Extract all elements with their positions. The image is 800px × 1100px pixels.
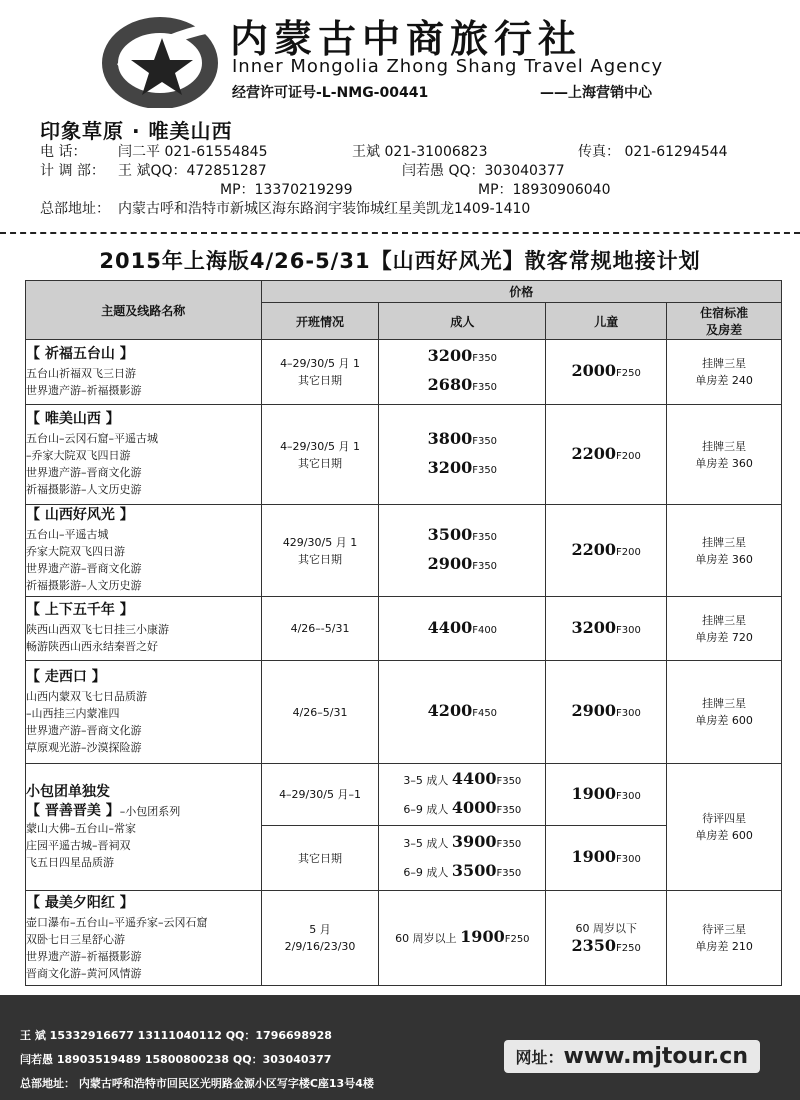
- child-price-cell: 2200F200: [546, 505, 667, 597]
- table-row: [26, 340, 782, 405]
- website-link[interactable]: 网址：www.mjtour.cn: [504, 1040, 760, 1073]
- mp-1: MP：13370219299: [220, 182, 353, 198]
- mp-row: [40, 181, 780, 200]
- schedule-cell: 4/26–-5/31: [261, 597, 379, 661]
- qq-row: [40, 162, 780, 181]
- star-swoosh-logo-icon: [100, 8, 220, 108]
- child-price-cell: 2200F200: [546, 405, 667, 505]
- hotel-cell: 挂牌三星 单房差 360: [667, 505, 782, 597]
- footer-contact-2: 闫若愚 18903519489 15800800238 QQ：303040377: [20, 1053, 332, 1066]
- header-hotel: 住宿标准 及房差: [667, 303, 782, 340]
- route-cell: 【 最美夕阳红 】 壶口瀑布–五台山–平遥乔家–云冈石窟 双卧七日三星舒心游 世界遗产游–祈福摄影游 晋商文化游–黄河风情游: [26, 891, 262, 986]
- header-route: 主题及线路名称: [26, 281, 262, 340]
- hq-row: [40, 200, 780, 219]
- hotel-cell: 挂牌三星 单房差 600: [667, 661, 782, 764]
- hotel-cell: 待评三星 单房差 210: [667, 891, 782, 986]
- child-price-cell: 1900F300: [546, 826, 667, 891]
- adult-price-cell: 4200F450: [379, 661, 546, 764]
- adult-price-cell: 3200F350 2680F350: [379, 340, 546, 405]
- hotel-cell: 挂牌三星 单房差 720: [667, 597, 782, 661]
- phone-label: 电 话：: [40, 144, 87, 160]
- table-header-row: [26, 281, 782, 303]
- slogan: 印象草原 · 唯美山西: [40, 119, 233, 143]
- child-price-cell: 2000F250: [546, 340, 667, 405]
- adult-price-cell: 3–5 成人 4400F350 6–9 成人 4000F350: [379, 764, 546, 826]
- qq-1: 王 斌QQ：472851287: [118, 163, 267, 179]
- child-price-cell: 2900F300: [546, 661, 667, 764]
- header-child: 儿童: [546, 303, 667, 340]
- phone-row: [40, 143, 780, 162]
- footer-contact-1: 王 斌 15332916677 13111040112 QQ：1796698928: [20, 1029, 332, 1042]
- child-price-cell: 60 周岁以下 2350F250: [546, 891, 667, 986]
- child-price-cell: 1900F300: [546, 764, 667, 826]
- license-number: 经营许可证号-L-NMG-00441: [232, 85, 429, 101]
- schedule-cell: 5 月 2/9/16/23/30: [261, 891, 379, 986]
- table-row: [26, 405, 782, 505]
- agency-name-cn: 内蒙古中商旅行社: [230, 16, 583, 61]
- plan-title: 2015年上海版4/26-5/31【山西好风光】散客常规地接计划: [99, 249, 701, 273]
- adult-price-cell: 3800F350 3200F350: [379, 405, 546, 505]
- branch-name: ——上海营销中心: [540, 85, 652, 101]
- schedule-cell: 4/26–5/31: [261, 661, 379, 764]
- child-price-cell: 3200F300: [546, 597, 667, 661]
- phone-1: 闫二平 021-61554845: [118, 144, 268, 160]
- adult-price-cell: 60 周岁以上 1900F250: [379, 891, 546, 986]
- adult-price-cell: 3500F350 2900F350: [379, 505, 546, 597]
- tour-plan-table: [25, 280, 782, 986]
- table-row: [26, 891, 782, 986]
- header: [0, 0, 800, 112]
- schedule-cell: 4–29/30/5 月 1 其它日期: [261, 405, 379, 505]
- adult-price-cell: 4400F400: [379, 597, 546, 661]
- schedule-cell: 429/30/5 月 1 其它日期: [261, 505, 379, 597]
- footer: [0, 995, 800, 1100]
- hq-label: 总部地址：: [40, 201, 110, 217]
- route-cell: 【 唯美山西 】 五台山–云冈石窟–平遥古城 –乔家大院双飞四日游 世界遗产游–晋商文化游 祈福摄影游–人文历史游: [26, 405, 262, 505]
- route-cell: 【 上下五千年 】 陕西山西双飞七日挂三小康游 畅游陕西山西永结秦晋之好: [26, 597, 262, 661]
- hq-address: 内蒙古呼和浩特市新城区海东路润宇装饰城红星美凯龙1409-1410: [118, 201, 531, 217]
- table-row: [26, 505, 782, 597]
- route-cell: 小包团单独发 【 晋善晋美 】–小包团系列 蒙山大佛–五台山–常家 庄园平遥古城–晋祠双 飞五日四星品质游: [26, 764, 262, 891]
- hotel-cell: 挂牌三星 单房差 360: [667, 405, 782, 505]
- route-cell: 【 祈福五台山 】 五台山祈福双飞三日游 世界遗产游–祈福摄影游: [26, 340, 262, 405]
- route-cell: 【 山西好风光 】 五台山–平遥古城 乔家大院双飞四日游 世界遗产游–晋商文化游 祈福摄影游–人文历史游: [26, 505, 262, 597]
- fax: 传真： 021-61294544: [578, 144, 728, 160]
- header-schedule: 开班情况: [261, 303, 379, 340]
- footer-address: 总部地址： 内蒙古呼和浩特市回民区光明路金源小区写字楼C座13号4楼: [20, 1077, 374, 1090]
- mp-2: MP：18930906040: [478, 182, 611, 198]
- hotel-cell: 待评四星 单房差 600: [667, 764, 782, 891]
- table-row: [26, 764, 782, 826]
- qq-2: 闫若愚 QQ：303040377: [402, 163, 565, 179]
- schedule-cell: 4–29/30/5 月 1 其它日期: [261, 340, 379, 405]
- schedule-cell: 4–29/30/5 月–1: [261, 764, 379, 826]
- divider: [0, 232, 800, 234]
- schedule-cell: 其它日期: [261, 826, 379, 891]
- route-cell: 【 走西口 】 山西内蒙双飞七日品质游 –山西挂三内蒙准四 世界遗产游–晋商文化游 草原观光游–沙漠探险游: [26, 661, 262, 764]
- header-price: 价格: [261, 281, 781, 303]
- header-adult: 成人: [379, 303, 546, 340]
- agency-name-en: Inner Mongolia Zhong Shang Travel Agency: [232, 56, 664, 77]
- contact-block: [40, 119, 780, 219]
- dispatch-label: 计 调 部：: [40, 163, 105, 179]
- hotel-cell: 挂牌三星 单房差 240: [667, 340, 782, 405]
- table-row: [26, 597, 782, 661]
- table-row: [26, 661, 782, 764]
- phone-2: 王斌 021-31006823: [352, 144, 488, 160]
- adult-price-cell: 3–5 成人 3900F350 6–9 成人 3500F350: [379, 826, 546, 891]
